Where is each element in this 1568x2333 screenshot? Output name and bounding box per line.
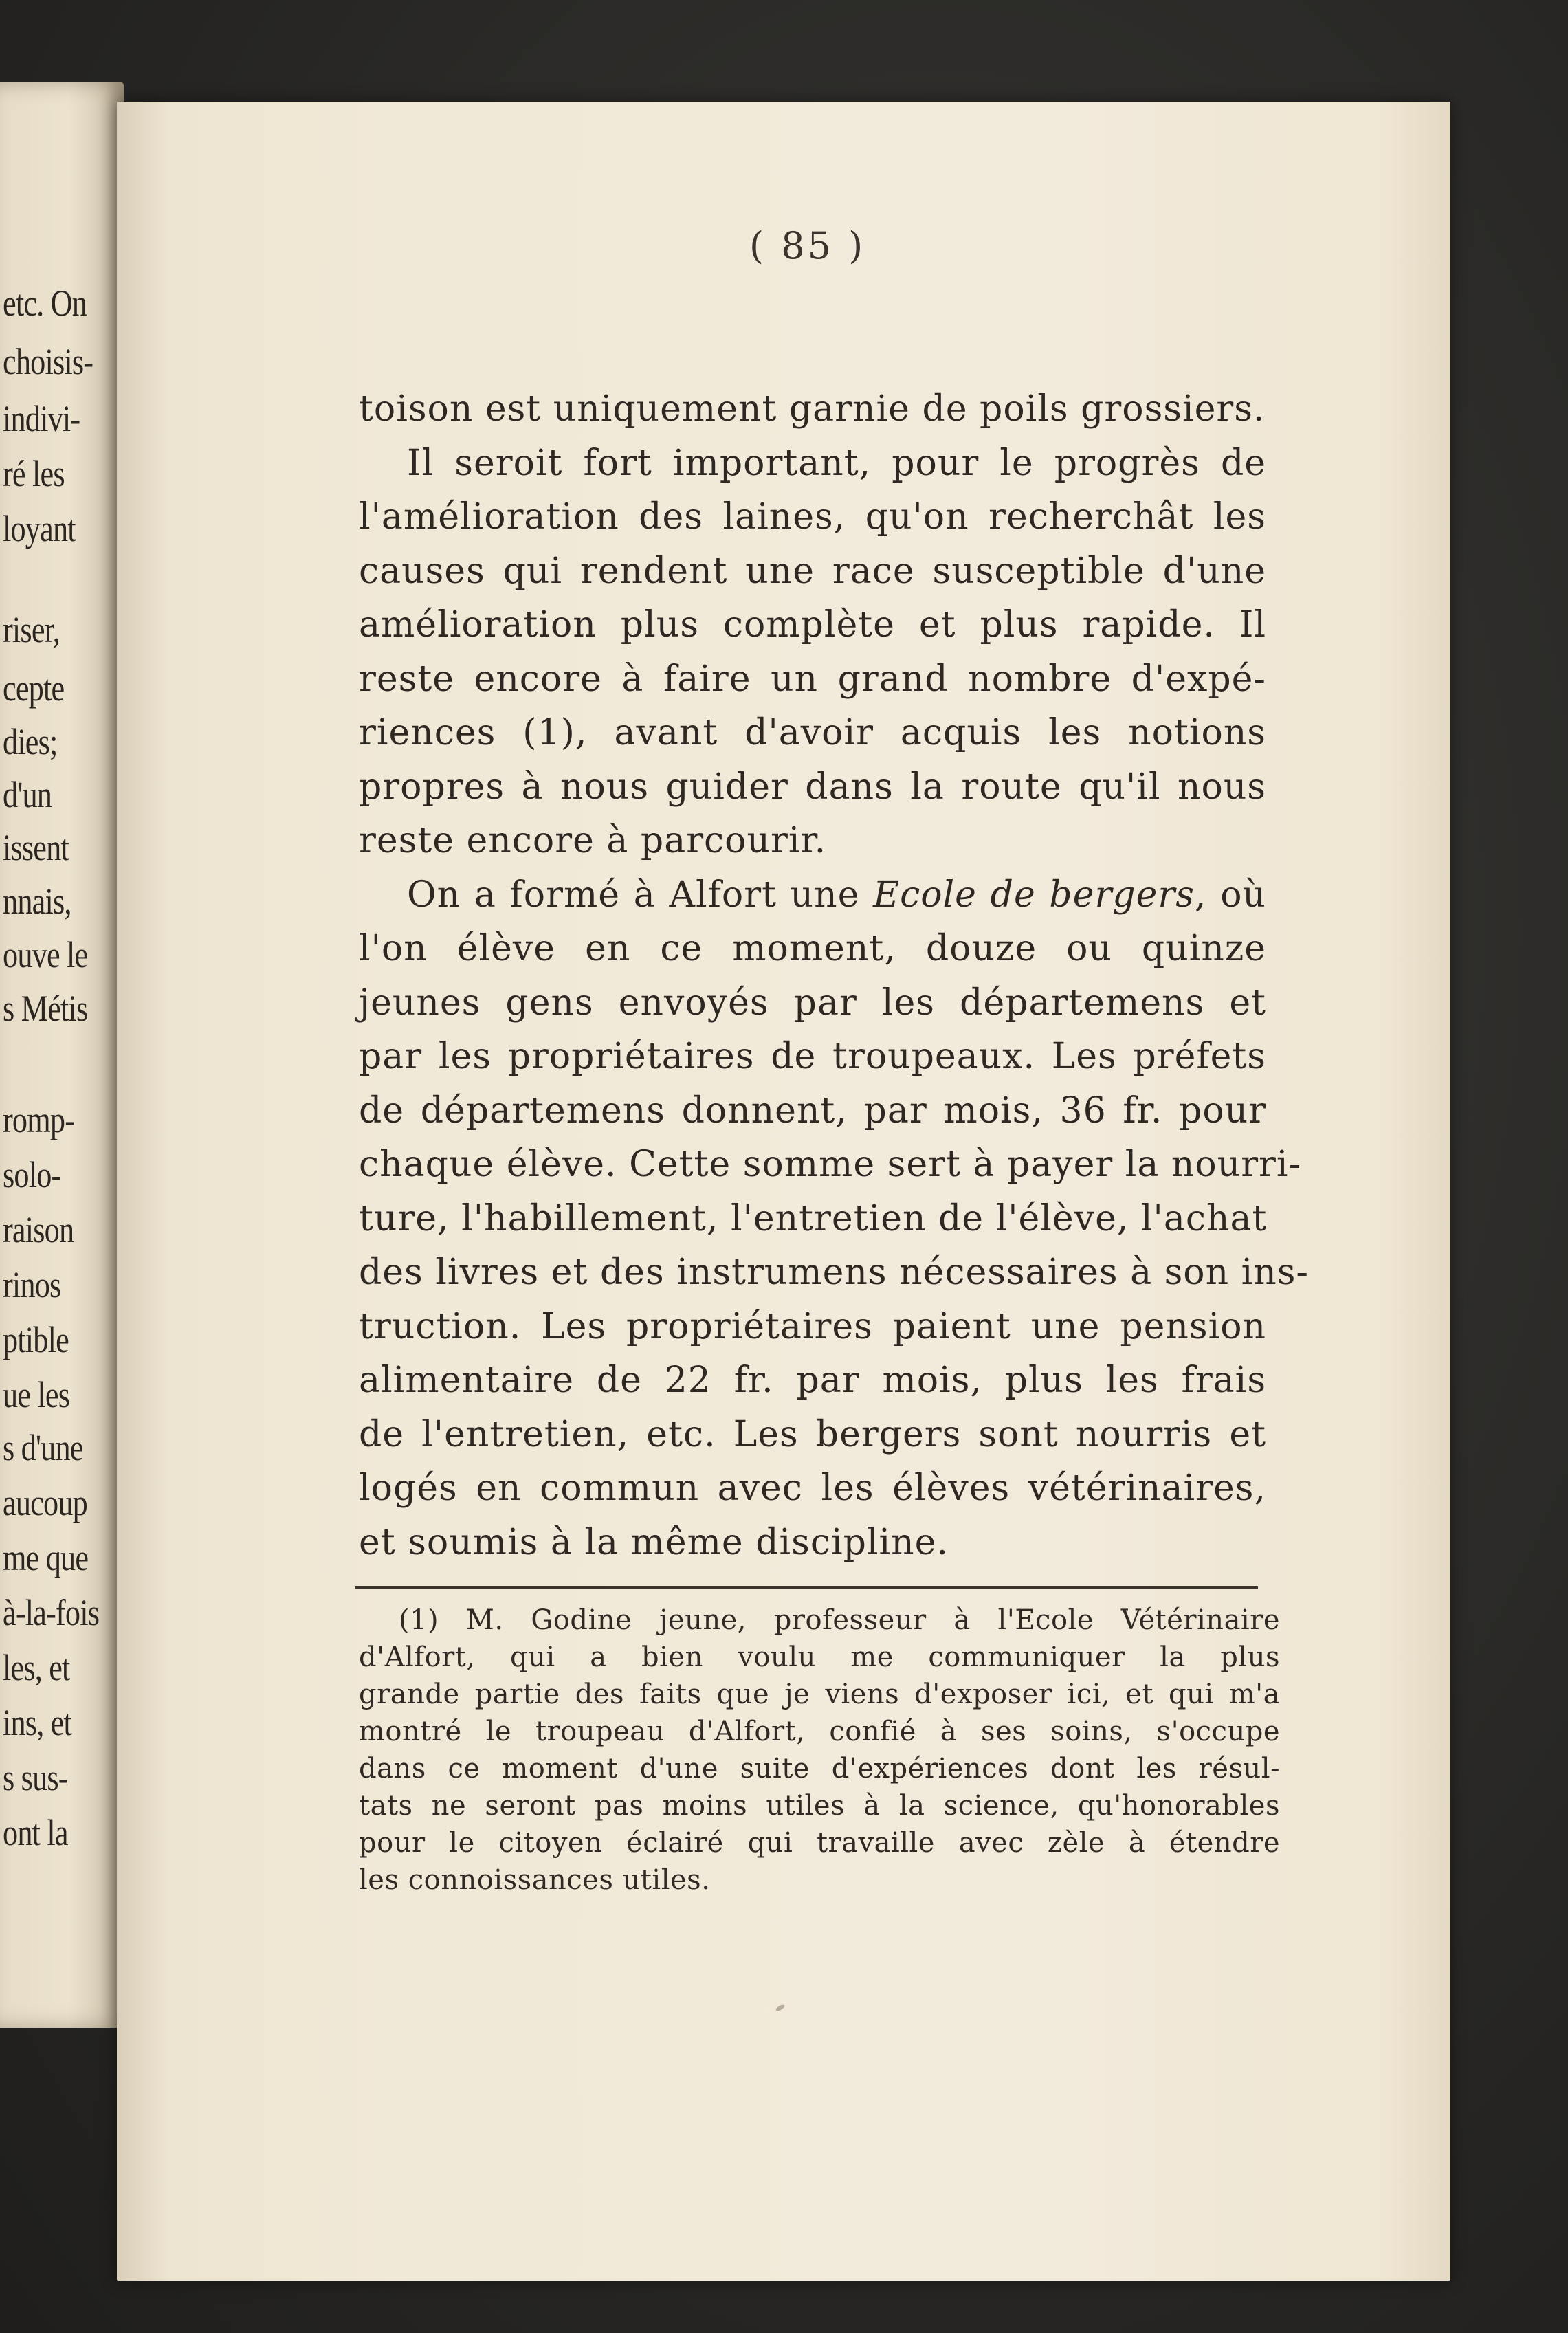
text-line: de départemens donnent, par mois, 36 fr. pour: [359, 1090, 1266, 1131]
footnote-line: (1) M. Godine jeune, professeur à l'Ecole Vétérinaire: [399, 1604, 1280, 1636]
text-fragment: , où: [1194, 874, 1267, 916]
text-fragment: On a formé à Alfort une: [407, 874, 874, 916]
left-page-edge: [0, 82, 124, 2028]
footnote-line: pour le citoyen éclairé qui travaille avec zèle à étendre: [359, 1827, 1280, 1859]
text-line: des livres et des instrumens nécessaires à son ins-: [359, 1252, 1310, 1293]
text-line: ture, l'habillement, l'entretien de l'élève, l'achat: [359, 1197, 1268, 1239]
left-page-fragment: loyant: [3, 508, 76, 549]
left-page-fragment: les, et: [3, 1647, 70, 1688]
left-page-fragment: ptible: [3, 1319, 69, 1360]
footnote-line: d'Alfort, qui a bien voulu me communiquer la plus: [359, 1641, 1280, 1673]
page-number: ( 85 ): [749, 224, 866, 267]
footnote-line: les connoissances utiles.: [359, 1864, 711, 1896]
left-page-fragment: rinos: [3, 1264, 61, 1305]
left-page-fragment: s sus-: [3, 1757, 68, 1798]
text-line: logés en commun avec les élèves vétérinaires,: [359, 1468, 1266, 1509]
text-line: toison est uniquement garnie de poils grossiers.: [359, 388, 1266, 430]
left-page-fragment: choisis-: [3, 341, 93, 382]
left-page-fragment: à-la-fois: [3, 1592, 100, 1633]
footnote: [359, 1602, 1280, 1899]
text-line: propres à nous guider dans la route qu'il nous: [359, 766, 1266, 808]
text-line: alimentaire de 22 fr. par mois, plus les frais: [359, 1360, 1266, 1401]
italic-title: Ecole de bergers: [873, 874, 1195, 916]
left-page-fragment: d'un: [3, 774, 52, 815]
left-page-fragment: me que: [3, 1537, 89, 1578]
text-line: de l'entretien, etc. Les bergers sont nourris et: [359, 1413, 1266, 1455]
footnote-line: grande partie des faits que je viens d'exposer ici, et qui m'a: [359, 1679, 1280, 1710]
left-page-fragment: nnais,: [3, 881, 71, 922]
right-page: [117, 102, 1450, 2281]
left-page-fragment: s d'une: [3, 1427, 83, 1468]
left-page-fragment: issent: [3, 827, 69, 868]
left-page-fragment: ouve le: [3, 934, 88, 975]
footnote-line: dans ce moment d'une suite d'expériences dont les résul-: [359, 1753, 1280, 1784]
left-page-fragment: raison: [3, 1209, 74, 1250]
text-line: par les propriétaires de troupeaux. Les préfets: [359, 1036, 1266, 1077]
left-page-fragment: aucoup: [3, 1482, 87, 1523]
text-line: truction. Les propriétaires paient une pension: [359, 1305, 1266, 1347]
left-page-fragment: romp-: [3, 1099, 75, 1140]
text-line: reste encore à faire un grand nombre d'expé-: [359, 658, 1266, 700]
paper-speck: [775, 2004, 785, 2012]
text-line-with-italic: [359, 868, 1266, 922]
text-line: amélioration plus complète et plus rapide. Il: [359, 604, 1266, 645]
left-page-fragment: ue les: [3, 1374, 70, 1415]
left-page-fragment: ins, et: [3, 1702, 72, 1743]
text-line: causes qui rendent une race susceptible d'une: [359, 550, 1266, 592]
left-page-fragment: ré les: [3, 453, 65, 494]
footnote-divider: [355, 1586, 1258, 1589]
left-page-fragment: dies;: [3, 721, 58, 762]
text-line: jeunes gens envoyés par les départemens et: [359, 982, 1266, 1024]
left-page-fragment: indivi-: [3, 398, 80, 439]
text-line: et soumis à la même discipline.: [359, 1521, 949, 1563]
left-page-fragment: solo-: [3, 1154, 61, 1195]
left-page-fragment: s Métis: [3, 988, 88, 1029]
text-line: l'on élève en ce moment, douze ou quinze: [359, 928, 1266, 969]
text-line: riences (1), avant d'avoir acquis les notions: [359, 712, 1266, 753]
left-page-fragment: riser,: [3, 609, 60, 650]
footnote-line: tats ne seront pas moins utiles à la science, qu'honorables: [359, 1790, 1280, 1822]
left-page-fragment: cepte: [3, 667, 65, 709]
main-text: [359, 382, 1310, 1569]
footnote-line: montré le troupeau d'Alfort, confié à ses soins, s'occupe: [359, 1716, 1280, 1747]
left-page-fragment: ont la: [3, 1812, 68, 1853]
text-line: chaque élève. Cette somme sert à payer la nourri-: [359, 1144, 1302, 1185]
text-line: Il seroit fort important, pour le progrès de: [407, 442, 1266, 484]
left-page-fragment: etc. On: [3, 283, 87, 324]
text-line: reste encore à parcourir.: [359, 820, 827, 861]
text-line: l'amélioration des laines, qu'on recherchât les: [359, 496, 1266, 538]
